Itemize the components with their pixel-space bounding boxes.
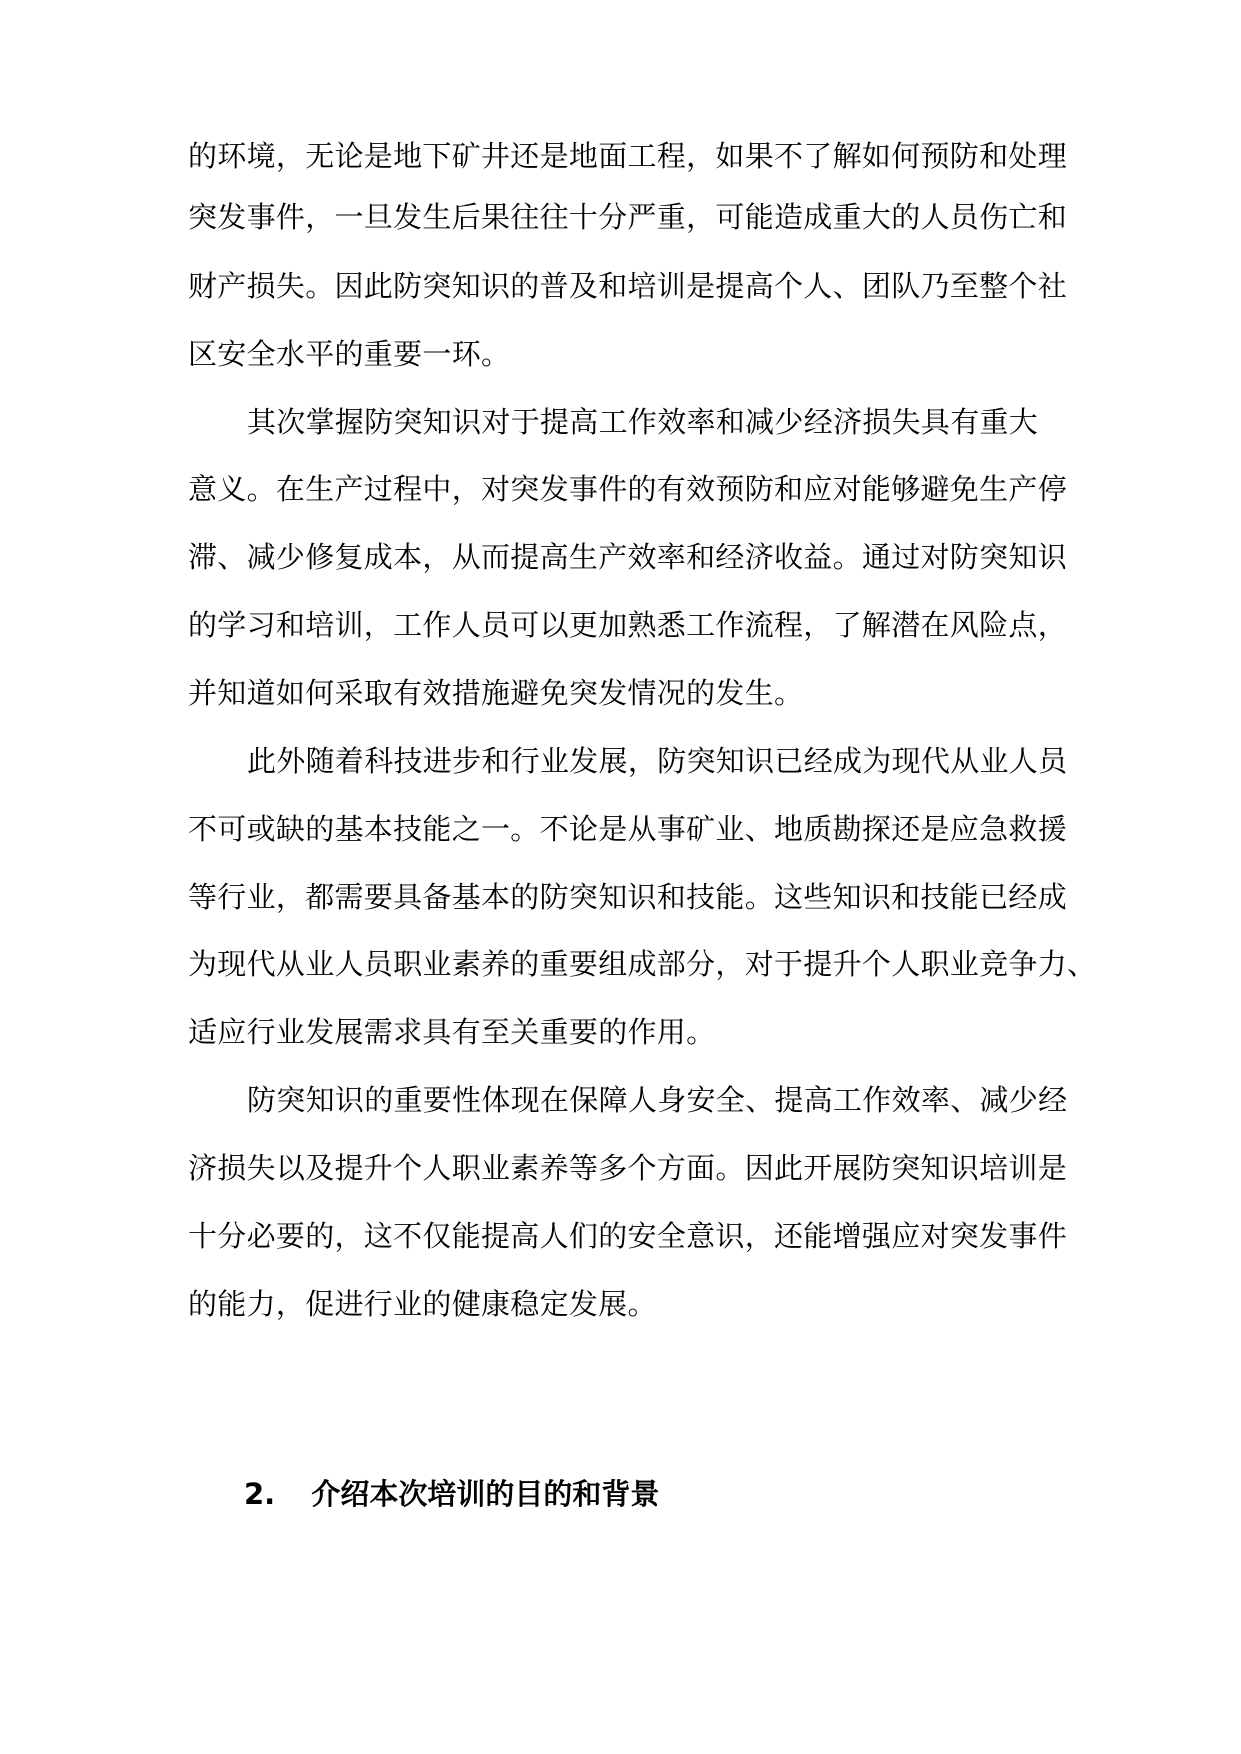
section-number: 2. (244, 1477, 276, 1511)
paragraph-line: 滞、减少修复成本，从而提高生产效率和经济收益。通过对防突知识 (188, 540, 1068, 574)
paragraph-line: 财产损失。因此防突知识的普及和培训是提高个人、团队乃至整个社 (188, 269, 1068, 303)
paragraph-line: 此外随着科技进步和行业发展，防突知识已经成为现代从业人员 (247, 744, 1068, 778)
paragraph-line: 的学习和培训，工作人员可以更加熟悉工作流程，了解潜在风险点， (188, 608, 1068, 642)
paragraph-line: 济损失以及提升个人职业素养等多个方面。因此开展防突知识培训是 (188, 1151, 1068, 1185)
paragraph-line: 其次掌握防突知识对于提高工作效率和减少经济损失具有重大 (247, 405, 1039, 439)
paragraph-line: 防突知识的重要性体现在保障人身安全、提高工作效率、减少经 (247, 1083, 1068, 1117)
paragraph-line: 的环境，无论是地下矿井还是地面工程，如果不了解如何预防和处理 (188, 139, 1068, 173)
paragraph-line: 意义。在生产过程中，对突发事件的有效预防和应对能够避免生产停 (188, 472, 1068, 506)
paragraph-line: 十分必要的，这不仅能提高人们的安全意识，还能增强应对突发事件 (188, 1219, 1068, 1253)
paragraph-line: 为现代从业人员职业素养的重要组成部分，对于提升个人职业竞争力、 (188, 947, 1097, 981)
section-heading (244, 1474, 659, 1514)
paragraph-line: 区安全水平的重要一环。 (188, 337, 511, 371)
paragraph-line: 的能力，促进行业的健康稳定发展。 (188, 1287, 657, 1321)
section-title: 介绍本次培训的目的和背景 (311, 1477, 660, 1511)
paragraph-line: 等行业，都需要具备基本的防突知识和技能。这些知识和技能已经成 (188, 880, 1068, 914)
paragraph-line: 突发事件，一旦发生后果往往十分严重，可能造成重大的人员伤亡和 (188, 200, 1068, 234)
paragraph-line: 适应行业发展需求具有至关重要的作用。 (188, 1015, 716, 1049)
paragraph-line: 不可或缺的基本技能之一。不论是从事矿业、地质勘探还是应急救援 (188, 812, 1068, 846)
paragraph-line: 并知道如何采取有效措施避免突发情况的发生。 (188, 676, 804, 710)
